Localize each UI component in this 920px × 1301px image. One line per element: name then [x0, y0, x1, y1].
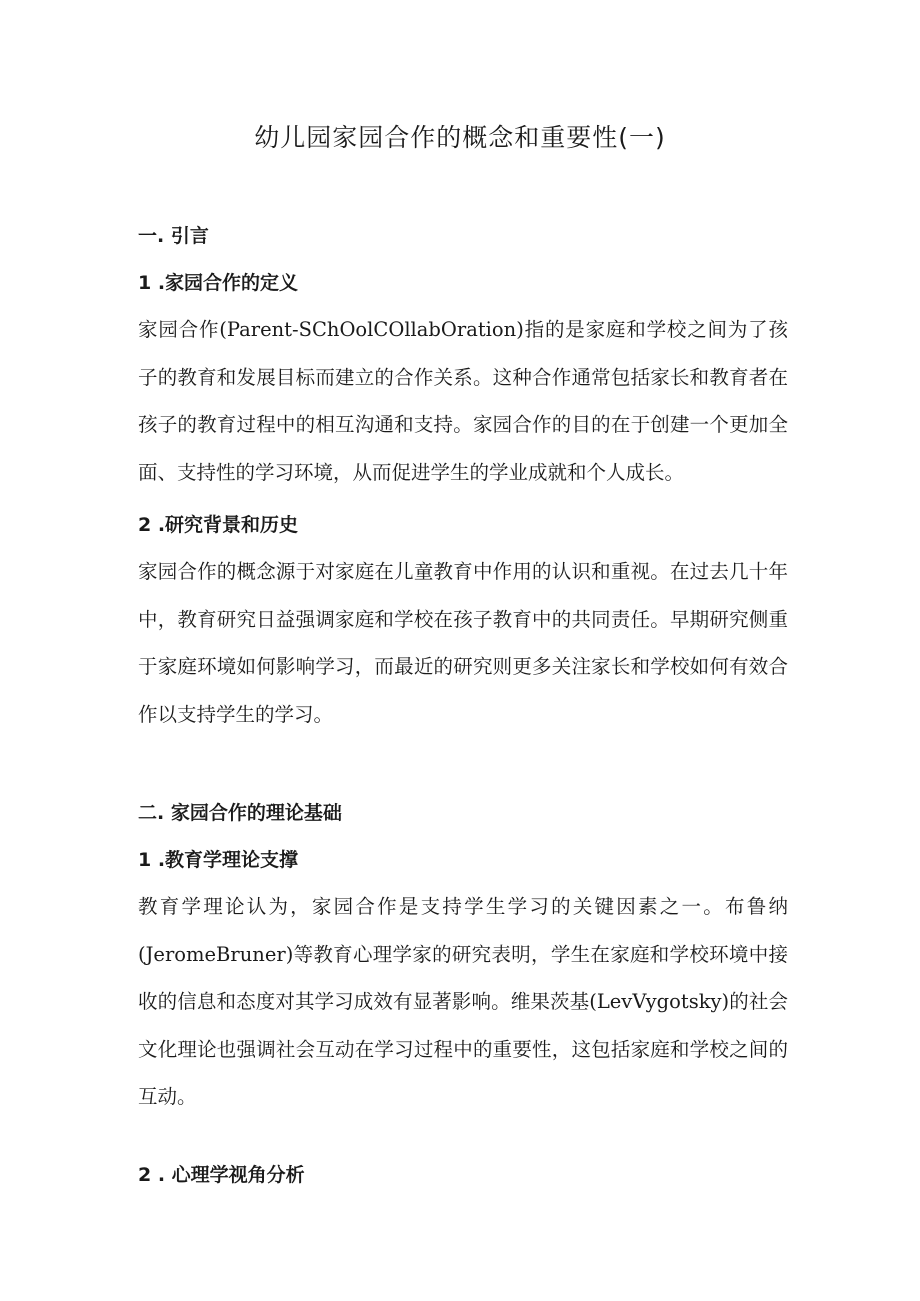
document-title: 幼儿园家园合作的概念和重要性(一) — [254, 123, 666, 152]
subsection-heading-background: 2 .研究背景和历史 — [138, 514, 299, 536]
subsection-heading-definition: 1 .家园合作的定义 — [138, 272, 299, 294]
paragraph-background: 家园合作的概念源于对家庭在儿童教育中作用的认识和重视。在过去几十年中，教育研究日益强调家庭和学校在孩子教育中的共同责任。早期研究侧重于家庭环境如何影响学习，而最近的研究则更多关注家长和学校如何有效合作以支持学生的学习。 — [138, 560, 788, 726]
paragraph-pedagogy: 教育学理论认为，家园合作是支持学生学习的关键因素之一。布鲁纳(JeromeBruner)等教育心理学家的研究表明，学生在家庭和学校环境中接收的信息和态度对其学习成效有显著影响。维果茨基(LevVygotsky)的社会文化理论也强调社会互动在学习过程中的重要性，这包括家庭和学校之间的互动。 — [138, 895, 788, 1108]
section-heading-theory: 二. 家园合作的理论基础 — [138, 802, 342, 824]
paragraph-definition: 家园合作(Parent-SChOolCOllabOration)指的是家庭和学校之间为了孩子的教育和发展目标而建立的合作关系。这种合作通常包括家长和教育者在孩子的教育过程中的相互沟通和支持。家园合作的目的在于创建一个更加全面、支持性的学习环境，从而促进学生的学业成就和个人成长。 — [138, 318, 788, 484]
subsection-heading-pedagogy: 1 .教育学理论支撑 — [138, 849, 299, 871]
section-heading-introduction: 一. 引言 — [138, 225, 209, 247]
subsection-heading-psychology: 2 . 心理学视角分析 — [138, 1164, 305, 1186]
